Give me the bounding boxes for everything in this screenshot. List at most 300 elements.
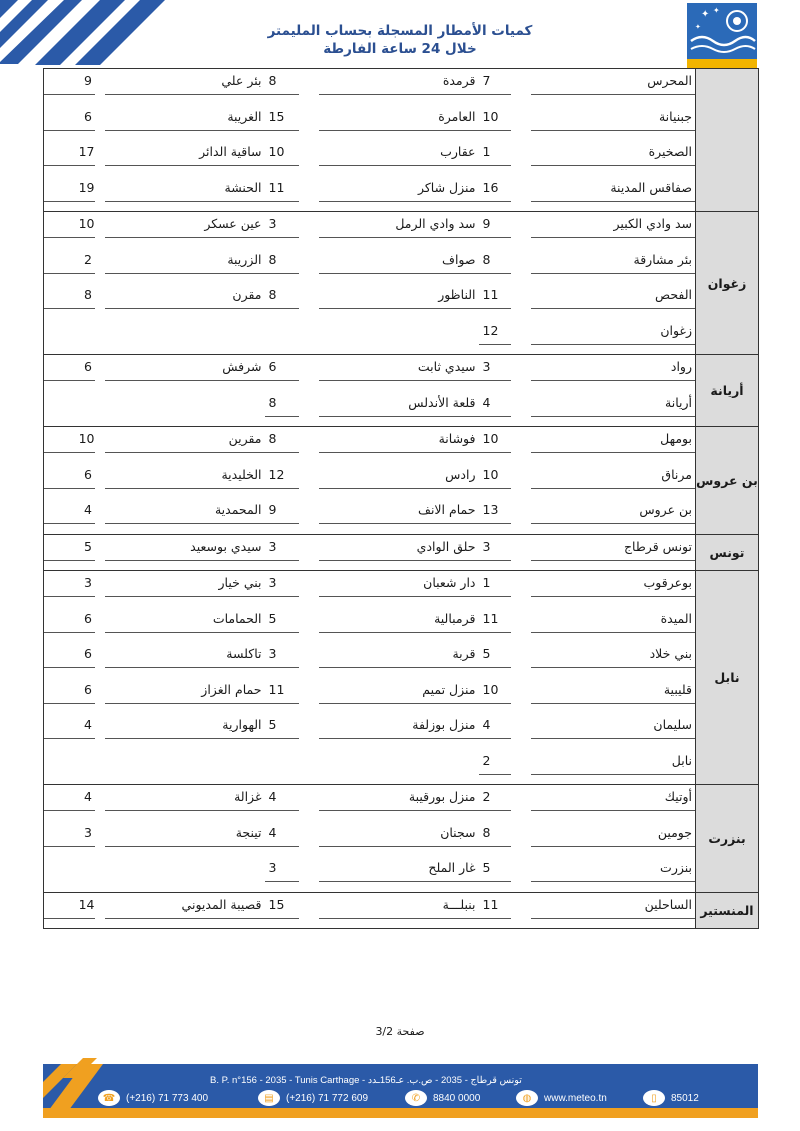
rainfall-value (479, 785, 521, 821)
rainfall-value-text: 6 (44, 463, 95, 489)
table-row (44, 571, 759, 607)
station-name-text: الناظور (319, 283, 479, 309)
rainfall-value (265, 176, 309, 212)
rainfall-value-text: 8 (479, 248, 511, 274)
rainfall-value (265, 69, 309, 105)
station-name (95, 427, 265, 463)
table-row (44, 534, 759, 571)
rainfall-value-text: 8 (265, 69, 299, 95)
station-name (521, 105, 696, 141)
station-name-text: قربة (319, 642, 479, 668)
station-name (309, 571, 479, 607)
rainfall-value-text (265, 749, 299, 775)
rainfall-value-text: 13 (479, 498, 511, 524)
station-name-text (105, 319, 265, 345)
phone-handset-icon: ✆ (405, 1090, 427, 1106)
table-row (44, 176, 759, 212)
rainfall-value-text: 3 (479, 355, 511, 381)
station-name-text: نابل (531, 749, 696, 775)
station-name (95, 248, 265, 284)
rainfall-value (479, 607, 521, 643)
station-name (521, 534, 696, 571)
station-name-text: الهوارية (105, 713, 265, 739)
station-name-text: العامرة (319, 105, 479, 131)
station-name (95, 607, 265, 643)
rainfall-value-text: 3 (265, 856, 299, 882)
station-name (521, 69, 696, 105)
contact-phone-2: ▤ (+216) 71 772 609 (258, 1090, 368, 1106)
rainfall-value (44, 821, 95, 857)
station-name (95, 140, 265, 176)
station-name (309, 176, 479, 212)
station-name (521, 212, 696, 248)
station-name (521, 498, 696, 534)
rainfall-value-text: 12 (265, 463, 299, 489)
station-name (309, 248, 479, 284)
station-name-text: جبنيانة (531, 105, 696, 131)
rainfall-value (265, 498, 309, 534)
page-title (260, 22, 540, 58)
contact-phone-3: ✆ 8840 0000 (405, 1090, 480, 1106)
station-name (521, 248, 696, 284)
rainfall-value (44, 534, 95, 571)
rainfall-value-text (44, 749, 95, 775)
rainfall-value (44, 785, 95, 821)
rainfall-value-text: 1 (479, 140, 511, 166)
table-row (44, 678, 759, 714)
rainfall-value-text: 2 (479, 749, 511, 775)
institute-logo (687, 3, 757, 69)
rainfall-value (44, 283, 95, 319)
station-name-text (105, 391, 265, 417)
station-name (521, 391, 696, 427)
station-name-text: جومين (531, 821, 696, 847)
station-name (95, 749, 265, 785)
station-name (521, 140, 696, 176)
station-name-text: قلعة الأندلس (319, 391, 479, 417)
station-name (95, 355, 265, 391)
rainfall-value (479, 176, 521, 212)
station-name-text: قرمبالية (319, 607, 479, 633)
governorate-cell (696, 355, 759, 427)
rainfall-value (265, 283, 309, 319)
governorate-name: زغوان (707, 275, 747, 291)
rainfall-value (479, 283, 521, 319)
rainfall-value (479, 856, 521, 892)
rainfall-value (44, 105, 95, 141)
rainfall-value-text: 2 (44, 248, 95, 274)
rainfall-value (44, 391, 95, 427)
footer-address: B. P. n°156 - 2035 - Tunis Carthage - تونس قرطاج - 2035 - ص.ب. عـ156ـدد (210, 1075, 522, 1086)
station-name-text: قليبية (531, 678, 696, 704)
station-name-text: سد وادي الرمل (319, 212, 479, 238)
rainfall-value-text: 19 (44, 176, 95, 202)
rainfall-value (265, 713, 309, 749)
rainfall-value-text: 4 (479, 713, 511, 739)
station-name (309, 821, 479, 857)
station-name-text: سليمان (531, 713, 696, 739)
station-name-text: صفاقس المدينة (531, 176, 696, 202)
station-name-text: مرناق (531, 463, 696, 489)
rainfall-value (479, 678, 521, 714)
station-name-text: رادس (319, 463, 479, 489)
station-name-text: منزل بوزلفة (319, 713, 479, 739)
rainfall-value-text: 3 (265, 571, 299, 597)
rainfall-value (265, 642, 309, 678)
table-row (44, 607, 759, 643)
station-name-text: بني خلاد (531, 642, 696, 668)
rainfall-value (479, 463, 521, 499)
table-row (44, 749, 759, 785)
governorate-cell (696, 534, 759, 571)
table-row (44, 391, 759, 427)
station-name-text: سيدي بوسعيد (105, 535, 265, 561)
station-name (521, 821, 696, 857)
fax-icon: ▤ (258, 1090, 280, 1106)
rainfall-value-text: 12 (479, 319, 511, 345)
station-name (521, 571, 696, 607)
footer-band (43, 1058, 758, 1118)
rainfall-value-text: 8 (265, 248, 299, 274)
rainfall-value (265, 607, 309, 643)
station-name-text: الصخيرة (531, 140, 696, 166)
station-name (95, 391, 265, 427)
station-name (309, 319, 479, 355)
rainfall-value-text: 10 (479, 463, 511, 489)
station-name (309, 749, 479, 785)
station-name (521, 427, 696, 463)
rainfall-value (44, 248, 95, 284)
rainfall-value-text: 10 (44, 427, 95, 453)
governorate-cell (696, 212, 759, 355)
rainfall-value-text: 15 (265, 105, 299, 131)
table-row (44, 355, 759, 391)
rainfall-value-text: 11 (479, 893, 511, 919)
rainfall-table (43, 68, 759, 929)
rainfall-value-text: 17 (44, 140, 95, 166)
rainfall-value-text: 8 (44, 283, 95, 309)
station-name (309, 607, 479, 643)
station-name-text: بومهل (531, 427, 696, 453)
governorate-name: أريانة (710, 383, 744, 398)
governorate-name: بن عروس (696, 472, 758, 488)
rainfall-value (479, 212, 521, 248)
station-name-text: المحرس (531, 69, 696, 95)
station-name (521, 856, 696, 892)
rainfall-value (44, 463, 95, 499)
station-name-text: غار الملح (319, 856, 479, 882)
rainfall-value (44, 749, 95, 785)
contact-code: ▯ 85012 (643, 1090, 699, 1106)
rainfall-value (479, 355, 521, 391)
rainfall-value-text: 5 (479, 642, 511, 668)
station-name-text: تاكلسة (105, 642, 265, 668)
rainfall-value-text: 5 (44, 535, 95, 561)
station-name (309, 642, 479, 678)
station-name-text: منزل شاكر (319, 176, 479, 202)
rainfall-value (265, 355, 309, 391)
rainfall-value (265, 856, 309, 892)
station-name-text: الغريبة (105, 105, 265, 131)
table-row (44, 856, 759, 892)
station-name (309, 140, 479, 176)
station-name-text: صواف (319, 248, 479, 274)
station-name-text: قرمدة (319, 69, 479, 95)
station-name (521, 319, 696, 355)
rainfall-value-text: 9 (44, 69, 95, 95)
rainfall-value-text: 5 (265, 713, 299, 739)
rainfall-value (44, 355, 95, 391)
contact-website[interactable]: ◍ www.meteo.tn (516, 1090, 607, 1106)
table-row (44, 821, 759, 857)
rainfall-value (265, 571, 309, 607)
rainfall-value (479, 427, 521, 463)
station-name-text: أوتيك (531, 785, 696, 811)
rainfall-value (265, 319, 309, 355)
station-name-text: الميدة (531, 607, 696, 633)
station-name (309, 391, 479, 427)
station-name (309, 856, 479, 892)
rainfall-value (44, 571, 95, 607)
rainfall-value (479, 892, 521, 929)
station-name-text: بئر علي (105, 69, 265, 95)
station-name-text: عقارب (319, 140, 479, 166)
station-name (309, 892, 479, 929)
governorate-cell (696, 427, 759, 535)
rainfall-value-text: 6 (44, 678, 95, 704)
station-name-text: حمام الغزاز (105, 678, 265, 704)
rainfall-value-text: 15 (265, 893, 299, 919)
rainfall-value (479, 248, 521, 284)
station-name (309, 785, 479, 821)
rainfall-value (265, 140, 309, 176)
rainfall-value-text: 11 (479, 283, 511, 309)
governorate-name: بنزرت (708, 830, 746, 846)
rainfall-value-text (44, 391, 95, 417)
table-row (44, 642, 759, 678)
rainfall-value (265, 785, 309, 821)
rainfall-value-text: 4 (265, 821, 299, 847)
svg-text:✦: ✦ (701, 9, 710, 20)
rainfall-value-text: 14 (44, 893, 95, 919)
rainfall-value-text: 11 (265, 176, 299, 202)
table-row (44, 319, 759, 355)
rainfall-value-text: 4 (479, 391, 511, 417)
title-line-2: خلال 24 ساعة الفارطة (323, 41, 477, 57)
station-name-text: الساحلين (531, 893, 696, 919)
governorate-name: نابل (714, 670, 740, 685)
rainfall-value (479, 821, 521, 857)
station-name-text: عين عسكر (105, 212, 265, 238)
rainfall-value (44, 176, 95, 212)
station-name (95, 69, 265, 105)
station-name-text: الخليدية (105, 463, 265, 489)
station-name-text: سد وادي الكبير (531, 212, 696, 238)
rainfall-value-text (44, 319, 95, 345)
station-name (95, 713, 265, 749)
table-row (44, 463, 759, 499)
contact-phone-1: ☎ (+216) 71 773 400 (98, 1090, 208, 1106)
governorate-cell (696, 69, 759, 212)
station-name-text: بوعرقوب (531, 571, 696, 597)
station-name (95, 105, 265, 141)
station-name-text: دار شعبان (319, 571, 479, 597)
table-row (44, 212, 759, 248)
rainfall-value-text: 7 (479, 69, 511, 95)
station-name-text: حلق الوادي (319, 535, 479, 561)
rainfall-value-text: 6 (44, 642, 95, 668)
governorate-name: المنستير (700, 902, 754, 918)
station-name (95, 892, 265, 929)
rainfall-value-text: 8 (265, 283, 299, 309)
station-name (95, 212, 265, 248)
rainfall-value (265, 821, 309, 857)
globe-icon: ◍ (516, 1090, 538, 1106)
rainfall-value (44, 212, 95, 248)
rainfall-value (265, 892, 309, 929)
rainfall-value (479, 105, 521, 141)
station-name-text: أريانة (531, 391, 696, 417)
station-name (95, 785, 265, 821)
station-name (95, 821, 265, 857)
station-name-text: الحمامات (105, 607, 265, 633)
rainfall-value-text: 4 (44, 713, 95, 739)
rainfall-value (479, 391, 521, 427)
station-name-text (319, 319, 479, 345)
rainfall-value (265, 105, 309, 141)
rainfall-value-text: 5 (265, 607, 299, 633)
rainfall-value-text: 6 (44, 355, 95, 381)
rainfall-value (265, 749, 309, 785)
station-name-text: الزريبة (105, 248, 265, 274)
rainfall-value (265, 391, 309, 427)
station-name (95, 176, 265, 212)
station-name-text: سيدي ثابت (319, 355, 479, 381)
rainfall-value-text: 6 (44, 105, 95, 131)
mobile-icon: ▯ (643, 1090, 665, 1106)
station-name-text: بني خيار (105, 571, 265, 597)
rainfall-value (265, 212, 309, 248)
rainfall-value (44, 319, 95, 355)
rainfall-value (479, 69, 521, 105)
station-name-text: زغوان (531, 319, 696, 345)
station-name (95, 534, 265, 571)
station-name (521, 785, 696, 821)
rainfall-value-text: 1 (479, 571, 511, 597)
rainfall-value (265, 678, 309, 714)
rainfall-value-text: 10 (479, 678, 511, 704)
station-name (309, 463, 479, 499)
rainfall-value (479, 749, 521, 785)
rainfall-value-text: 10 (479, 427, 511, 453)
station-name (521, 176, 696, 212)
rainfall-value-text: 3 (479, 535, 511, 561)
rainfall-value (44, 713, 95, 749)
rainfall-value-text: 6 (44, 607, 95, 633)
rainfall-value-text: 10 (479, 105, 511, 131)
station-name-text: تونس قرطاج (531, 535, 696, 561)
page-number: صفحة 3/2 (375, 1025, 425, 1038)
station-name-text: حمام الانف (319, 498, 479, 524)
station-name (309, 355, 479, 391)
rainfall-value (44, 427, 95, 463)
rainfall-value (44, 498, 95, 534)
station-name-text: تينجة (105, 821, 265, 847)
station-name-text: سجنان (319, 821, 479, 847)
station-name (521, 642, 696, 678)
rainfall-value-text: 11 (265, 678, 299, 704)
rainfall-value (479, 498, 521, 534)
station-name (95, 571, 265, 607)
rainfall-value-text: 4 (265, 785, 299, 811)
station-name-text (105, 856, 265, 882)
rainfall-value-text: 3 (265, 212, 299, 238)
station-name (309, 105, 479, 141)
rainfall-value-text: 4 (44, 785, 95, 811)
station-name-text: بنزرت (531, 856, 696, 882)
rainfall-value-text: 8 (265, 391, 299, 417)
station-name-text: غزالة (105, 785, 265, 811)
rainfall-value-text: 3 (265, 535, 299, 561)
table-row (44, 785, 759, 821)
rainfall-value (265, 427, 309, 463)
rainfall-value-text: 8 (479, 821, 511, 847)
table-row (44, 892, 759, 929)
rainfall-value (479, 642, 521, 678)
rainfall-value-text: 8 (265, 427, 299, 453)
rainfall-value-text: 3 (265, 642, 299, 668)
station-name-text: قصيبة المديوني (105, 893, 265, 919)
station-name (309, 534, 479, 571)
rainfall-value (479, 571, 521, 607)
table-row (44, 105, 759, 141)
rainfall-value-text: 6 (265, 355, 299, 381)
station-name-text: بئر مشارقة (531, 248, 696, 274)
governorate-cell (696, 785, 759, 893)
station-name (309, 713, 479, 749)
station-name (95, 319, 265, 355)
station-name-text: الفحص (531, 283, 696, 309)
station-name (95, 678, 265, 714)
rainfall-value-text: 4 (44, 498, 95, 524)
svg-text:✦: ✦ (695, 23, 701, 31)
governorate-cell (696, 892, 759, 929)
table-row (44, 69, 759, 105)
station-name (521, 713, 696, 749)
station-name-text: شرفش (105, 355, 265, 381)
table-row (44, 248, 759, 284)
station-name (95, 283, 265, 319)
station-name (95, 498, 265, 534)
station-name-text: المحمدية (105, 498, 265, 524)
rainfall-value (44, 140, 95, 176)
station-name-text: بنبلـــة (319, 893, 479, 919)
rainfall-value (44, 856, 95, 892)
rainfall-value-text: 11 (479, 607, 511, 633)
station-name-text: رواد (531, 355, 696, 381)
rainfall-value (265, 534, 309, 571)
rainfall-value (44, 642, 95, 678)
station-name-text: منزل بورقيبة (319, 785, 479, 811)
rainfall-value (479, 319, 521, 355)
rainfall-value-text: 10 (265, 140, 299, 166)
title-line-1: كميات الأمطار المسجلة بحساب المليمتر (267, 23, 533, 39)
rainfall-value-text: 3 (44, 571, 95, 597)
station-name (309, 498, 479, 534)
station-name (309, 427, 479, 463)
station-name-text: الحنشة (105, 176, 265, 202)
governorate-cell (696, 571, 759, 785)
